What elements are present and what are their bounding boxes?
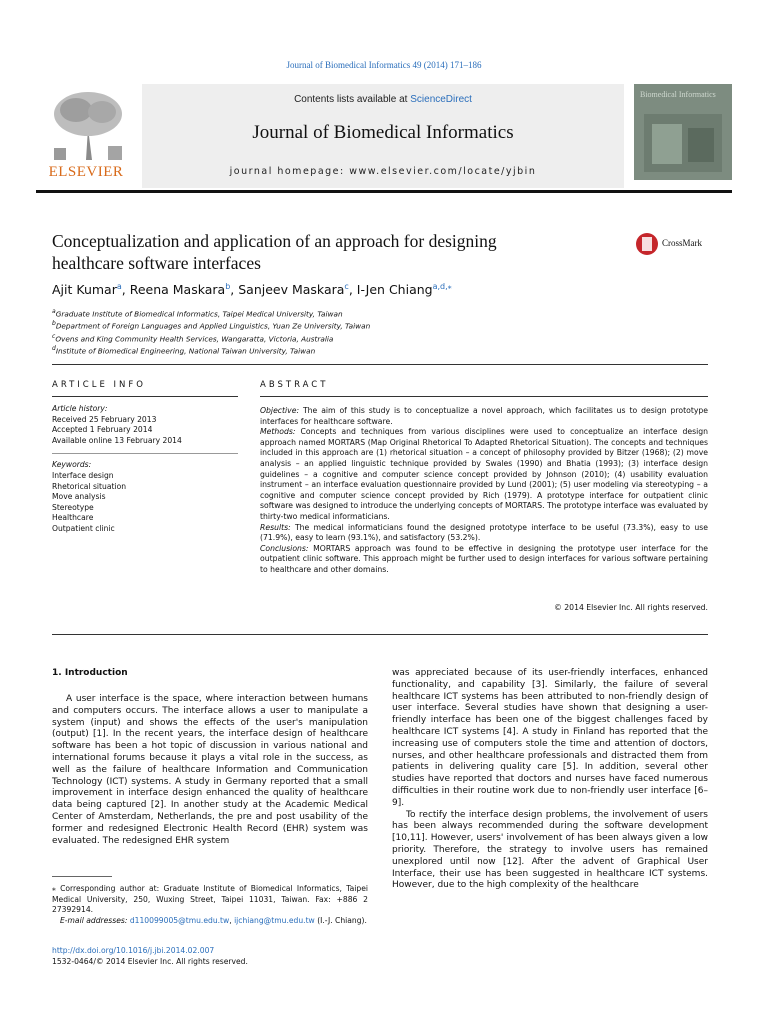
affiliation-text: Ovens and King Community Health Services, Wangaratta, Victoria, Australia (55, 334, 334, 344)
crossmark-icon (636, 233, 658, 255)
author-affiliation-marker[interactable]: a,d,⁎ (432, 282, 452, 291)
doi-block (52, 945, 248, 967)
results-label: Results: (260, 522, 291, 532)
contents-prefix: Contents lists available at (294, 94, 411, 105)
elsevier-logo[interactable] (36, 84, 136, 188)
abstract-objective (260, 406, 708, 427)
article-title (52, 230, 612, 274)
author-separator: , (230, 282, 239, 298)
email-line (52, 916, 368, 927)
email-link-2[interactable]: ijchiang@tmu.edu.tw (234, 915, 315, 925)
abstract-copyright: © 2014 Elsevier Inc. All rights reserved. (554, 603, 708, 612)
footnote-rule (52, 876, 112, 877)
title-line-2: healthcare software interfaces (52, 253, 261, 273)
doi-link[interactable]: http://dx.doi.org/10.1016/j.jbi.2014.02.007 (52, 946, 215, 955)
abstract-heading: ABSTRACT (260, 380, 329, 390)
objective-text: The aim of this study is to conceptualize a novel approach, which facilitates us to design prototype interfaces for healthcare software. (260, 406, 708, 426)
sciencedirect-link[interactable]: ScienceDirect (410, 94, 472, 105)
affiliation-marker: c (52, 332, 56, 340)
affiliation-item (52, 332, 572, 344)
info-rule (52, 396, 238, 397)
conclusions-text: MORTARS approach was found to be effective in designing the prototype user interface for the outpatient clinic software. This approach might be further used to design interfaces for various software pertaining to healthcare and other domains. (260, 543, 708, 574)
intro-paragraph-1: A user interface is the space, where interaction between humans and computers occurs. The interface allows a user to manipulate a system (input) and shows the effects of the user's manipulation (output) [1]. In the recent years, the interface design of healthcare software has been a hot topic of discussion in various national and international forums because it plays a vital role in the success, as well as the failure of healthcare Information and Communication Technology (ICT) systems. A study in Germany reported that a small improvement in interface design enhanced the quality of healthcare data being captured [2]. In another study at the Academic Medical Center of Amsterdam, Netherlands, the pre and post usability of the former and redesigned Electronic Health Record (EHR) system was evaluated. The redesigned EHR system (52, 694, 368, 846)
email-link-1[interactable]: d110099005@tmu.edu.tw (129, 915, 230, 925)
author-affiliation-marker[interactable]: b (225, 282, 231, 291)
introduction-heading: 1. Introduction (52, 668, 128, 678)
crossmark-label: CrossMark (662, 238, 702, 248)
title-line-1: Conceptualization and application of an approach for designing (52, 231, 497, 251)
email-label: E-mail addresses: (60, 915, 130, 925)
keywords-list (52, 471, 238, 535)
affiliation-text: Department of Foreign Languages and Applied Linguistics, Yuan Ze University, Taiwan (55, 321, 371, 331)
cover-art-icon (634, 84, 732, 180)
homepage-prefix: journal homepage: (229, 166, 350, 177)
history-label: Article history: (52, 404, 108, 413)
journal-citation[interactable]: Journal of Biomedical Informatics 49 (2014) 171–186 (286, 60, 482, 70)
history-item: Available online 13 February 2014 (52, 435, 182, 445)
cover-title: Biomedical Informatics (640, 90, 716, 99)
author-separator: , (348, 282, 357, 298)
methods-label: Methods: (260, 427, 296, 437)
history-list (52, 415, 238, 447)
conclusions-label: Conclusions: (260, 543, 309, 553)
history-item: Received 25 February 2013 (52, 414, 157, 424)
info-divider (52, 453, 238, 454)
issn-line: 1532-0464/© 2014 Elsevier Inc. All rights reserved. (52, 957, 248, 966)
keywords-label: Keywords: (52, 460, 92, 470)
author-separator: , (121, 282, 130, 298)
author-name: Sanjeev Maskara (238, 282, 345, 298)
journal-header (36, 84, 732, 188)
keyword-item: Move analysis (52, 492, 106, 502)
author-name: Reena Maskara (129, 282, 226, 298)
article-info-heading: ARTICLE INFO (52, 380, 146, 390)
abstract-rule (260, 396, 708, 397)
section-rule-bottom (52, 634, 708, 635)
author-name: I-Jen Chiang (356, 282, 433, 298)
contents-line (142, 94, 624, 105)
crossmark-badge[interactable] (636, 233, 726, 257)
author-list (52, 282, 452, 297)
affiliation-item (52, 319, 572, 331)
article-info (52, 404, 238, 535)
header-rule (36, 190, 732, 193)
intro-paragraph-3: To rectify the interface design problems, the involvement of users has been always recommended during the software development [10,11]. However, users' involvement of has been always given a low priority. Therefore, the strategy to involve users has remained unexplored until now [12]. After the advent of Graphical User Interface, their use has been suggested in healthcare ICT systems. However, due to the high complexity of the healthcare (392, 809, 708, 891)
publisher-logo-text: ELSEVIER (48, 164, 124, 180)
author-affiliation-marker[interactable]: a (116, 282, 122, 291)
results-text: The medical informaticians found the designed prototype interface to be useful (73.3%), easy to use (71.9%), easy to learn (93.1%), and satisfactory (53.2%). (260, 522, 708, 543)
abstract-conclusions (260, 544, 708, 576)
journal-name: Journal of Biomedical Informatics (252, 122, 514, 143)
affiliation-marker: b (52, 320, 56, 328)
affiliation-text: Institute of Biomedical Engineering, National Taiwan University, Taiwan (55, 346, 316, 356)
email-sep: , (229, 915, 235, 925)
affiliation-text: Graduate Institute of Biomedical Informatics, Taipei Medical University, Taiwan (55, 309, 343, 319)
corresponding-author-footnote (52, 884, 368, 926)
abstract-methods (260, 427, 708, 522)
keyword-item: Interface design (52, 470, 114, 480)
affiliation-item (52, 344, 572, 356)
objective-label: Objective: (260, 406, 300, 415)
homepage-url[interactable]: www.elsevier.com/locate/yjbin (349, 166, 537, 177)
keyword-item: Outpatient clinic (52, 523, 115, 533)
intro-paragraph-2: was appreciated because of its user-friendly interfaces, enhanced functionality, and capability [3]. Similarly, the failure of several healthcare ICT systems has been attributed to non-friendly design of user interface. Several studies have shown that designing a user-friendly interface has been one of the biggest challenges faced by healthcare ICT systems [4]. A study in Finland has reported that the increasing use of computers stole the time and attention of doctors, nurses, and other healthcare professionals and distracted them from patients in delivering quality care [5]. In addition, several other studies have reported that doctors and nurses have faced numerous difficulties in their routine work due to non-friendly user interface [6–9]. (392, 668, 708, 808)
journal-cover-thumbnail[interactable] (634, 84, 732, 180)
affiliation-marker: d (52, 345, 56, 353)
journal-homepage (142, 166, 624, 177)
author-name: Ajit Kumar (52, 282, 117, 298)
abstract-body (260, 406, 708, 576)
email-suffix: (I.-J. Chiang). (314, 915, 367, 925)
section-rule-top (52, 364, 708, 365)
keyword-item: Stereotype (52, 502, 94, 512)
intro-left-column (52, 694, 368, 847)
affiliation-item (52, 307, 572, 319)
intro-right-column (392, 668, 708, 892)
keyword-item: Healthcare (52, 513, 94, 523)
history-item: Accepted 1 February 2014 (52, 425, 153, 435)
corresponding-text: ⁎ Corresponding author at: Graduate Institute of Biomedical Informatics, Taipei Medical University, 250, Wuxing Street, Taipei 11031, Taiwan. Fax: +886 2 27392914. (52, 884, 368, 915)
journal-banner (142, 84, 624, 188)
author-affiliation-marker[interactable]: c (344, 282, 349, 291)
methods-text: Concepts and techniques from various disciplines were used to conceptualize an interface design approach named MORTARS (Map Original Rhetorical To Adapted Rhetorical Situation). The concepts and techniques included in this approach are (1) rhetorical situation – a concept of philosophy provided by Bitzer (1968); (2) move analysis – an applied linguistic technique provided by Swales (1990) and Bhatia (1993); (3) interface design guidelines – a cognitive and computer science concept provided by Johnson (2010); (4) usability evaluation instrument – an interface evaluation questionnaire provided by Lund (2001); (5) user modeling via stereotyping – a cognitive and computer science concept provided by Rich (1979). A prototype interface for outpatient clinic software was designed to introduce the underlying concepts of MORTARS. The prototype interface was evaluated by thirty-two medical informaticians. (260, 427, 708, 521)
affiliation-list (52, 307, 572, 357)
keyword-item: Rhetorical situation (52, 481, 127, 491)
elsevier-tree-icon (46, 88, 128, 162)
affiliation-marker: a (52, 308, 56, 315)
abstract-results (260, 523, 708, 544)
